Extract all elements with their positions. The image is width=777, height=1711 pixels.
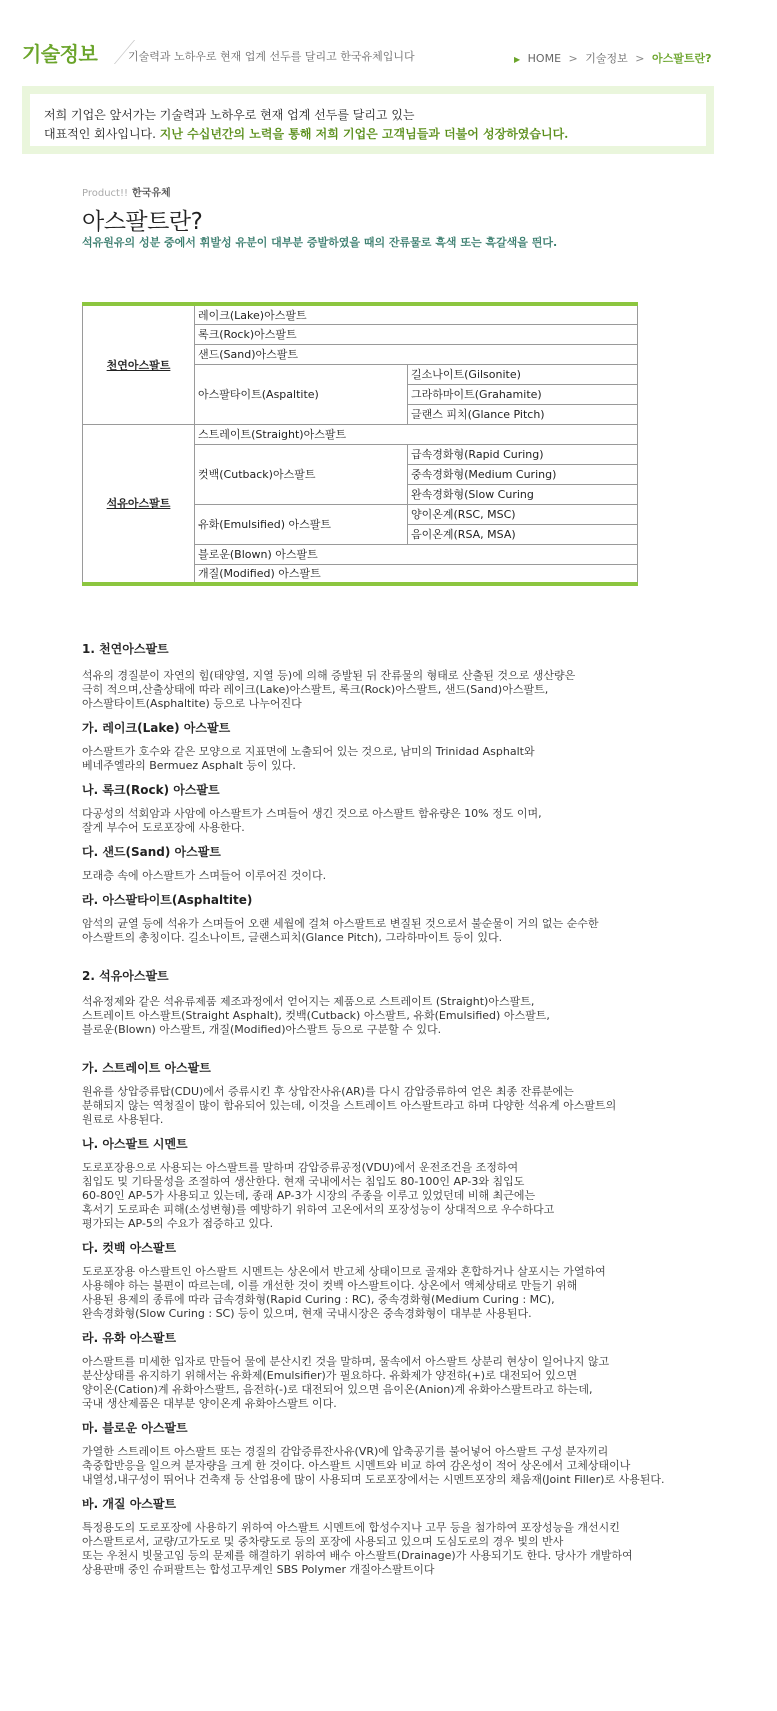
paragraph <box>82 869 762 883</box>
breadcrumb <box>514 50 712 66</box>
paragraph-line: 블로운(Blown) 아스팔트, 개질(Modified)아스팔트 등으로 구분할 수 있다. <box>82 1023 442 1036</box>
table-cell: 글랜스 피치(Glance Pitch) <box>408 404 638 424</box>
product-tag-name: 한국유체 <box>132 188 171 199</box>
table-cell: 개질(Modified) 아스팔트 <box>195 564 638 584</box>
subsection-heading: 바. 개질 아스팔트 <box>82 1497 177 1511</box>
paragraph-line: 도로포장용으로 사용되는 아스팔트를 말하며 감압증류공정(VDU)에서 운전조건을 조정하여 <box>82 1161 519 1174</box>
product-heading <box>82 184 202 236</box>
product-title: 아스팔트란? <box>82 209 203 235</box>
table-row <box>83 424 638 444</box>
table-cell: 음이온계(RSA, MSA) <box>408 524 638 544</box>
paragraph-line: 아스팔타이트(Asphaltite) 등으로 나누어진다 <box>82 697 302 710</box>
article-body <box>82 640 762 1577</box>
intro-line-2-highlight: 지난 수십년간의 노력을 통해 저희 기업은 고객님들과 더불어 성장하였습니다. <box>159 127 569 141</box>
table-cell: 양이온계(RSC, MSC) <box>408 504 638 524</box>
subsection-heading: 나. 록크(Rock) 아스팔트 <box>82 783 220 797</box>
paragraph-line: 특정용도의 도로포장에 사용하기 위하여 아스팔트 시멘트에 합성수지나 고무 등을 첨가하여 포장성능을 개선시킨 <box>82 1521 620 1534</box>
table-cell: 컷백(Cutback)아스팔트 <box>195 444 408 504</box>
paragraph-line: 도로포장용 아스팔트인 아스팔트 시멘트는 상온에서 반고체 상태이므로 골재와 혼합하거나 살포시는 가열하여 <box>82 1265 606 1278</box>
table-cell: 길소나이트(Gilsonite) <box>408 364 638 384</box>
paragraph-line: 축중합반응을 일으켜 분자량을 크게 한 것이다. 아스팔트 시멘트와 비교 하여 감온성이 적어 상온에서 고체상태이나 <box>82 1459 631 1472</box>
paragraph-line: 또는 우천시 빗물고임 등의 문제를 해결하기 위하여 배수 아스팔트(Drainage)가 사용되기도 한다. 당사가 개발하여 <box>82 1549 633 1562</box>
page-header <box>0 0 777 84</box>
paragraph-line: 양이온(Cation)계 유화아스팔트, 음전하(-)로 대전되어 있으면 음이온(Anion)계 유화아스팔트라고 하는데, <box>82 1383 593 1396</box>
paragraph-line: 암석의 균열 등에 석유가 스며들어 오랜 세월에 걸쳐 아스팔트로 변질된 것으로서 불순물이 거의 없는 순수한 <box>82 917 599 930</box>
table-cell: 스트레이트(Straight)아스팔트 <box>195 424 638 444</box>
paragraph-line: 침입도 및 기타물성을 조절하여 생산한다. 현재 국내에서는 침입도 80-100인 AP-3와 침입도 <box>82 1175 525 1188</box>
paragraph-line: 아스팔트를 미세한 입자로 만들어 물에 분산시킨 것을 말하며, 물속에서 아스팔트 상분리 현상이 일어나지 않고 <box>82 1355 610 1368</box>
intro-line-2-plain: 대표적인 회사입니다. <box>44 127 156 141</box>
paragraph <box>82 1265 762 1321</box>
paragraph-line: 잘게 부수어 도로포장에 사용한다. <box>82 821 245 834</box>
paragraph-line: 다공성의 석회암과 사암에 아스팔트가 스며들어 생긴 것으로 아스팔트 함유량은 10% 정도 이며, <box>82 807 542 820</box>
page-title: 기술정보 <box>22 42 98 66</box>
intro-text <box>30 94 706 146</box>
breadcrumb-arrow-icon: ▶ <box>514 55 521 64</box>
breadcrumb-separator: > <box>568 52 578 65</box>
paragraph <box>82 745 762 773</box>
table-cell: 유화(Emulsified) 아스팔트 <box>195 504 408 544</box>
subsection-heading: 가. 스트레이트 아스팔트 <box>82 1061 211 1075</box>
page-description: 기술력과 노하우로 현재 업계 선두를 달리고 한국유체입니다 <box>128 50 415 63</box>
table-cell: 레이크(Lake)아스팔트 <box>195 304 638 324</box>
intro-box <box>22 86 714 154</box>
paragraph-line: 원료로 사용된다. <box>82 1113 164 1126</box>
table-cell: 완속경화형(Slow Curing <box>408 484 638 504</box>
breadcrumb-separator: > <box>635 52 645 65</box>
paragraph <box>82 995 762 1037</box>
table-cell: 블로운(Blown) 아스팔트 <box>195 544 638 564</box>
subsection-heading: 가. 레이크(Lake) 아스팔트 <box>82 721 231 735</box>
product-tag <box>82 184 202 199</box>
paragraph-line: 베네주엘라의 Bermuez Asphalt 등이 있다. <box>82 759 296 772</box>
subsection-heading: 나. 아스팔트 시멘트 <box>82 1137 188 1151</box>
category-petroleum: 석유아스팔트 <box>83 424 195 584</box>
table-cell: 록크(Rock)아스팔트 <box>195 324 638 344</box>
paragraph-line: 사용해야 하는 불편이 따르는데, 이를 개선한 것이 컷백 아스팔트이다. 상온에서 액체상태로 만들기 위해 <box>82 1279 578 1292</box>
breadcrumb-parent[interactable]: 기술정보 <box>585 52 628 65</box>
paragraph <box>82 917 762 945</box>
section-heading: 2. 석유아스팔트 <box>82 969 169 983</box>
paragraph-line: 분해되지 않는 역청질이 많이 함유되어 있는데, 이것을 스트레이트 아스팔트라고 하며 다양한 석유계 아스팔트의 <box>82 1099 617 1112</box>
paragraph <box>82 807 762 835</box>
product-description: 석유원유의 성분 중에서 휘발성 유분이 대부분 증발하였을 때의 잔류물로 흑색 또는 흑갈색을 띈다. <box>82 236 558 249</box>
paragraph <box>82 1521 762 1577</box>
paragraph <box>82 1355 762 1411</box>
paragraph-line: 내열성,내구성이 뛰어나 건축재 등 산업용에 많이 사용되며 도로포장에서는 시멘트포장의 채움재(Joint Filler)로 사용된다. <box>82 1473 665 1486</box>
paragraph-line: 스트레이트 아스팔트(Straight Asphalt), 컷백(Cutback) 아스팔트, 유화(Emulsified) 아스팔트, <box>82 1009 550 1022</box>
subsection-heading: 라. 아스팔타이트(Asphaltite) <box>82 893 253 907</box>
category-natural: 천연아스팔트 <box>83 304 195 424</box>
breadcrumb-home[interactable]: HOME <box>527 52 562 65</box>
table-row <box>83 304 638 324</box>
paragraph-line: 모래층 속에 아스팔트가 스며들어 이루어진 것이다. <box>82 869 327 882</box>
paragraph <box>82 669 762 711</box>
section-heading: 1. 천연아스팔트 <box>82 642 169 656</box>
breadcrumb-current: 아스팔트란? <box>651 52 712 65</box>
paragraph <box>82 1161 762 1231</box>
paragraph-line: 사용된 용제의 종류에 따라 급속경화형(Rapid Curing : RC), 중속경화형(Medium Curing : MC), <box>82 1293 555 1306</box>
subsection-heading: 다. 샌드(Sand) 아스팔트 <box>82 845 221 859</box>
subsection-heading: 다. 컷백 아스팔트 <box>82 1241 177 1255</box>
table-cell: 중속경화형(Medium Curing) <box>408 464 638 484</box>
paragraph-line: 분산상태를 유지하기 위해서는 유화제(Emulsifier)가 필요하다. 유화제가 양전하(+)로 대전되어 있으면 <box>82 1369 578 1382</box>
paragraph <box>82 1085 762 1127</box>
table-cell: 아스팔타이트(Aspaltite) <box>195 364 408 424</box>
paragraph-line: 평가되는 AP-5의 수요가 점증하고 있다. <box>82 1217 274 1230</box>
paragraph-line: 석유정제와 같은 석유류제품 제조과정에서 얻어지는 제품으로 스트레이트 (Straight)아스팔트, <box>82 995 535 1008</box>
paragraph-line: 아스팔트로서, 교량/고가도로 및 중차량도로 등의 포장에 사용되고 있으며 도심도로의 경우 빛의 반사 <box>82 1535 564 1548</box>
subsection-heading: 마. 블로운 아스팔트 <box>82 1421 188 1435</box>
paragraph-line: 원유를 상압증류탑(CDU)에서 증류시킨 후 상압잔사유(AR)를 다시 감압증류하여 얻은 최종 잔류분에는 <box>82 1085 574 1098</box>
intro-line-1: 저희 기업은 앞서가는 기술력과 노하우로 현재 업계 선두를 달리고 있는 <box>44 108 415 122</box>
paragraph-line: 가열한 스트레이트 아스팔트 또는 경질의 감압증류잔사유(VR)에 압축공기를 불어넣어 아스팔트 구성 분자끼리 <box>82 1445 609 1458</box>
product-tag-label: Product!! <box>82 188 128 199</box>
subsection-heading: 라. 유화 아스팔트 <box>82 1331 177 1345</box>
paragraph-line: 아스팔트의 총칭이다. 길소나이트, 글랜스피치(Glance Pitch), 그라하마이트 등이 있다. <box>82 931 503 944</box>
paragraph-line: 혹서기 도로파손 피해(소성변형)를 예방하기 위하여 고온에서의 포장성능이 상대적으로 우수하다고 <box>82 1203 555 1216</box>
intro-line-2 <box>44 125 692 144</box>
paragraph <box>82 1445 762 1487</box>
paragraph-line: 석유의 경질분이 자연의 힘(태양열, 지열 등)에 의해 증발된 뒤 잔류물의 형태로 산출된 것으로 생산량은 <box>82 669 576 682</box>
table-cell: 급속경화형(Rapid Curing) <box>408 444 638 464</box>
paragraph-line: 극히 적으며,산출상태에 따라 레이크(Lake)아스팔트, 록크(Rock)아스팔트, 샌드(Sand)아스팔트, <box>82 683 549 696</box>
paragraph-line: 60-80인 AP-5가 사용되고 있는데, 종래 AP-3가 시장의 주종을 이루고 있었던데 비해 최근에는 <box>82 1189 536 1202</box>
paragraph-line: 상용판매 중인 슈퍼팔트는 합성고무계인 SBS Polymer 개질아스팔트이다 <box>82 1563 435 1576</box>
asphalt-classification-table <box>82 302 638 586</box>
paragraph-line: 아스팔트가 호수와 같은 모양으로 지표면에 노출되어 있는 것으로, 남미의 Trinidad Asphalt와 <box>82 745 535 758</box>
paragraph-line: 완속경화형(Slow Curing : SC) 등이 있으며, 현재 국내시장은 중속경화형이 대부분 사용된다. <box>82 1307 532 1320</box>
table-cell: 그라하마이트(Grahamite) <box>408 384 638 404</box>
paragraph-line: 국내 생산제품은 대부분 양이온계 유화아스팔트 이다. <box>82 1397 337 1410</box>
table-cell: 샌드(Sand)아스팔트 <box>195 344 638 364</box>
